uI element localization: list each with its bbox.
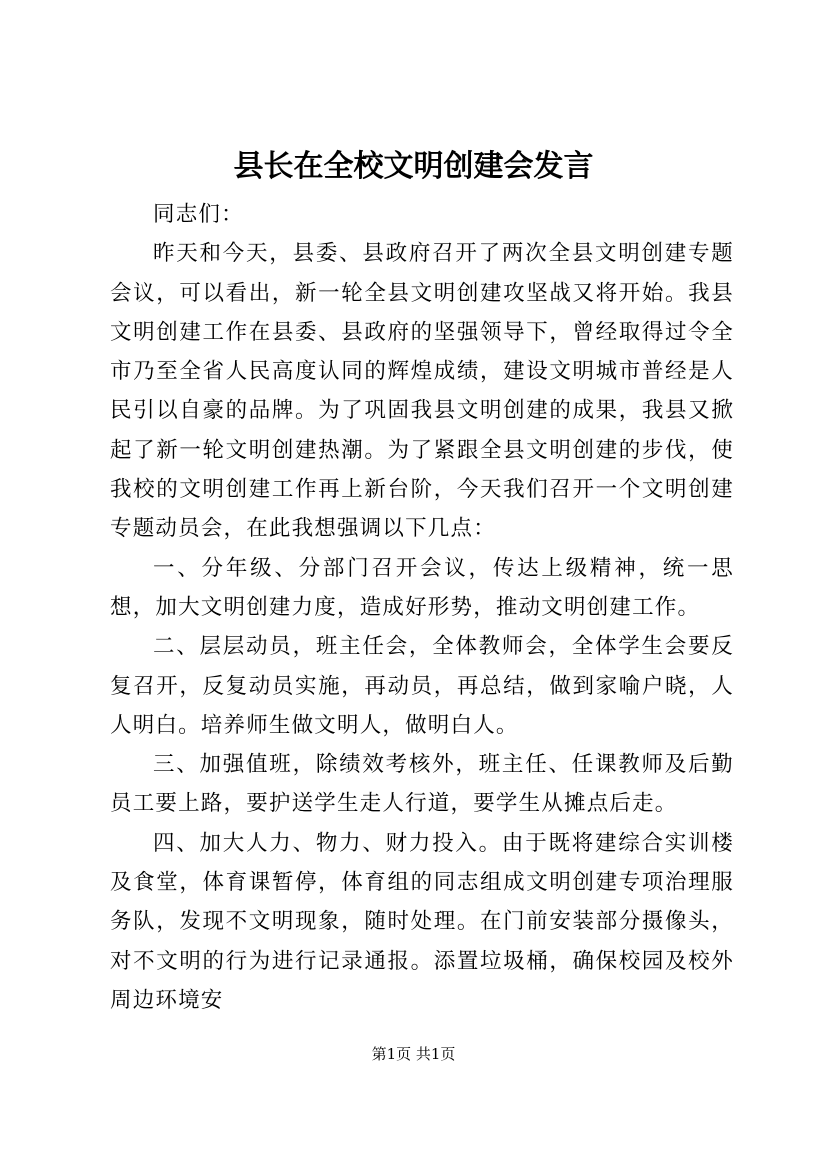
point-one-paragraph: 一、分年级、分部门召开会议，传达上级精神，统一思想，加大文明创建力度，造成好形势，推动文明创建工作。: [110, 555, 734, 620]
salutation-paragraph: 同志们：: [153, 202, 244, 227]
intro-paragraph: 昨天和今天，县委、县政府召开了两次全县文明创建专题会议，可以看出，新一轮全县文明创建攻坚战又将开始。我县文明创建工作在县委、县政府的坚强领导下，曾经取得过令全市乃至全省人民高度认同的辉煌成绩，建设文明城市普经是人民引以自豪的品牌。为了巩固我县文明创建的成果，我县又掀起了新一轮文明创建热潮。为了紧跟全县文明创建的步伐，使我校的文明创建工作再上新台阶，今天我们召开一个文明创建专题动员会，在此我想强调以下几点：: [110, 241, 734, 542]
document-body: [110, 195, 734, 1020]
point-four-paragraph: 四、加大人力、物力、财力投入。由于既将建综合实训楼及食堂，体育课暂停，体育组的同志组成文明创建专项治理服务队，发现不文明现象，随时处理。在门前安装部分摄像头，对不文明的行为进行记录通报。添置垃圾桶，确保校园及校外周边环境安: [110, 830, 734, 1013]
point-three-paragraph: 三、加强值班，除绩效考核外，班主任、任课教师及后勤员工要上路，要护送学生走人行道，要学生从摊点后走。: [110, 752, 734, 817]
page-footer: 第1页 共1页: [371, 1045, 456, 1063]
document-title: 县长在全校文明创建会发言: [233, 149, 594, 184]
point-two-paragraph: 二、层层动员，班主任会，全体教师会，全体学生会要反复召开，反复动员实施，再动员，再总结，做到家喻户晓，人人明白。培养师生做文明人，做明白人。: [110, 634, 734, 738]
